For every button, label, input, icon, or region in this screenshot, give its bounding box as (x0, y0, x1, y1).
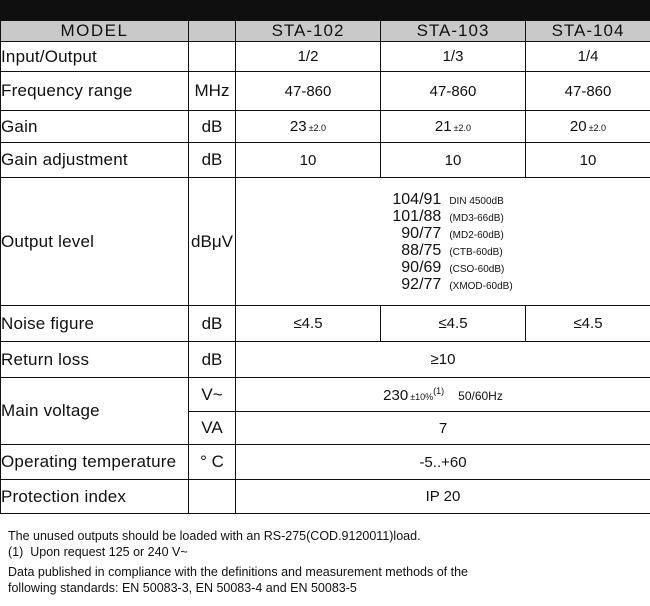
gain-value: 20 (569, 118, 587, 135)
gain-tolerance: ±2.0 (588, 123, 607, 133)
output-level-line (373, 191, 512, 208)
param-label: Protection index (1, 480, 189, 514)
unit-cell: V~ (189, 378, 236, 412)
value-cell: ≥10 (236, 342, 650, 378)
voltage-tolerance: ±10% (410, 391, 434, 402)
row-output-level (1, 178, 650, 306)
output-level-value: 90/69 (401, 258, 442, 276)
value-cell: 47-860 (236, 72, 381, 111)
output-level-line (373, 208, 512, 225)
output-level-standard: (MD2-60dB) (449, 229, 504, 241)
row-main-voltage (1, 378, 650, 412)
row-gain (1, 111, 650, 143)
header-bar (0, 0, 650, 20)
value-cell: ≤4.5 (236, 306, 381, 342)
value-cell: 10 (526, 143, 650, 178)
unit-cell (189, 480, 236, 514)
param-label: Return loss (1, 342, 189, 378)
param-label: Gain (1, 111, 189, 143)
output-level-value: 101/88 (392, 207, 442, 225)
row-operating-temperature (1, 445, 650, 480)
unit-header (189, 21, 236, 42)
value-cell (526, 111, 650, 143)
output-level-line (373, 276, 512, 293)
model-sta-102: STA-102 (236, 21, 381, 42)
row-frequency-range (1, 72, 650, 111)
output-level-value: 90/77 (401, 224, 442, 242)
voltage-cell (236, 378, 650, 412)
model-sta-104: STA-104 (526, 21, 650, 42)
output-level-value: 88/75 (401, 241, 442, 259)
value-cell: 1/3 (381, 42, 526, 72)
value-cell: ≤4.5 (381, 306, 526, 342)
value-cell: 1/4 (526, 42, 650, 72)
model-header: MODEL (1, 21, 189, 42)
value-cell: 1/2 (236, 42, 381, 72)
footnote (8, 544, 648, 560)
note-standards-1: Data published in compliance with the definitions and measurement methods of the (8, 565, 468, 579)
value-cell: 7 (236, 412, 650, 445)
unit-cell: ° C (189, 445, 236, 480)
unit-cell: MHz (189, 72, 236, 111)
note-unused-outputs: The unused outputs should be loaded with an RS-275(COD.9120011)load. (8, 529, 421, 543)
unit-cell: dB (189, 143, 236, 178)
value-cell (236, 111, 381, 143)
param-label: Output level (1, 178, 189, 306)
spec-table (0, 20, 650, 514)
unit-cell: VA (189, 412, 236, 445)
output-level-cell (236, 178, 650, 306)
param-label: Main voltage (1, 378, 189, 445)
output-level-standard: (CSO-60dB) (449, 263, 505, 275)
output-level-value: 104/91 (392, 190, 442, 208)
output-level-standard: DIN 4500dB (449, 195, 504, 207)
output-level-line (373, 242, 512, 259)
output-level-line (373, 225, 512, 242)
row-return-loss (1, 342, 650, 378)
param-label: Operating temperature (1, 445, 189, 480)
row-noise-figure (1, 306, 650, 342)
header-row (1, 21, 650, 42)
output-level-list (373, 191, 512, 293)
value-cell: 47-860 (526, 72, 650, 111)
model-sta-103: STA-103 (381, 21, 526, 42)
value-cell: 47-860 (381, 72, 526, 111)
unit-cell: dB (189, 342, 236, 378)
param-label: Gain adjustment (1, 143, 189, 178)
output-level-value: 92/77 (401, 275, 442, 293)
output-level-standard: (CTB-60dB) (449, 246, 503, 258)
footnote-marker: (1) (8, 545, 24, 559)
footnote-ref: (1) (433, 385, 445, 396)
footnote-text: Upon request 125 or 240 V~ (30, 545, 188, 559)
voltage-value: 230 (383, 386, 409, 404)
gain-value: 21 (434, 118, 452, 135)
value-cell: 10 (381, 143, 526, 178)
voltage-frequency: 50/60Hz (458, 388, 503, 403)
row-input-output (1, 42, 650, 72)
value-cell: IP 20 (236, 480, 650, 514)
param-label: Frequency range (1, 72, 189, 111)
output-level-standard: (MD3-66dB) (449, 212, 504, 224)
notes (8, 528, 648, 596)
note-standards-2: following standards: EN 50083-3, EN 50083-4 and EN 50083-5 (8, 581, 357, 595)
value-cell (381, 111, 526, 143)
row-protection-index (1, 480, 650, 514)
output-level-standard: (XMOD-60dB) (449, 280, 513, 292)
value-cell: -5..+60 (236, 445, 650, 480)
unit-cell (189, 42, 236, 72)
value-cell: ≤4.5 (526, 306, 650, 342)
unit-cell: dB (189, 306, 236, 342)
param-label: Noise figure (1, 306, 189, 342)
gain-tolerance: ±2.0 (453, 123, 472, 133)
param-label: Input/Output (1, 42, 189, 72)
gain-tolerance: ±2.0 (308, 123, 327, 133)
gain-value: 23 (289, 118, 307, 135)
value-cell: 10 (236, 143, 381, 178)
unit-cell: dBμV (189, 178, 236, 306)
unit-cell: dB (189, 111, 236, 143)
row-gain-adjustment (1, 143, 650, 178)
output-level-line (373, 259, 512, 276)
